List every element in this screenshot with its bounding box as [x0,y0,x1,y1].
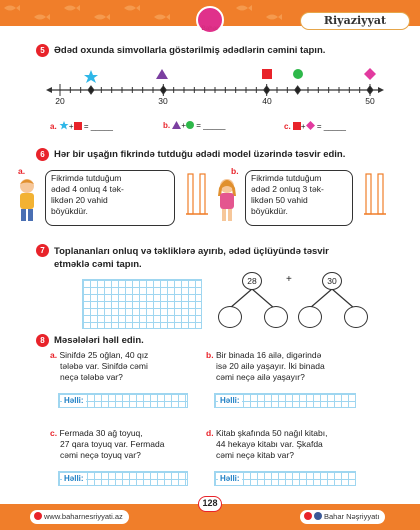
exercise-b: b. + = _____ [163,121,226,130]
axis-label-40: 40 [262,96,272,106]
youtube-icon [304,512,312,520]
solution-box-b[interactable]: Həlli: [214,393,356,408]
task-number-7: 7 [36,244,49,257]
number-bond-lines [214,268,394,338]
bond-top-right: 30 [322,272,342,290]
triangle-icon [172,121,181,129]
axis-label-50: 50 [365,96,375,106]
square-icon [293,122,301,130]
task-number-6: 6 [36,148,49,161]
exercise-letter: b. [163,121,171,130]
exercise-c: c. + = _____ [284,122,346,131]
boy-figure [14,176,40,224]
triangle-symbol [156,69,168,79]
part-a-letter: a. [18,166,26,176]
task-8-instruction: Məsələləri həll edin. [54,335,144,346]
website-link[interactable]: www.baharnesriyyati.az [30,510,129,524]
problem-a: a. Sinifdə 25 oğlan, 40 qız tələbə var. Sinifdə cəmi neçə tələbə var? [50,350,149,382]
task-6-instruction: Hər bir uşağın fikrində tutduğu ədədi model üzərində təsvir edin. [54,149,346,160]
solution-box-d[interactable]: Həlli: [214,471,356,486]
bond-part-4[interactable] [344,306,368,328]
task-7-instruction: Toplananları onluq və təkliklərə ayırıb, ədəd üçlüyündə təsvir etməklə cəmi tapın. [54,246,329,270]
star-symbol [84,70,98,83]
tens-ones-model-a [186,172,210,224]
diamond-icon [306,121,315,130]
page-number: 128 [198,496,222,512]
number-line-point [88,86,94,94]
solution-box-a[interactable]: Həlli: [58,393,188,408]
exercise-letter: a. [50,122,57,131]
bond-part-3[interactable] [298,306,322,328]
facebook-icon [314,512,322,520]
number-line-point [295,86,301,94]
square-icon [74,122,82,130]
star-icon [59,121,69,130]
axis-label-30: 30 [158,96,168,106]
globe-icon [34,512,42,520]
number-line-point [264,86,270,94]
part-b-letter: b. [231,166,239,176]
number-line-point [367,86,373,94]
problem-c: c. Fermada 30 ağ toyuq, 27 qara toyuq var. Fermada cəmi neçə toyuq var? [50,428,165,460]
task-5-instruction: Ədəd oxunda simvollarla göstərilmiş ədədlərin cəmini tapın. [54,45,326,56]
circle-icon [186,121,194,129]
logo-text: Bahar [201,26,219,32]
circle-symbol [293,69,303,79]
publisher-social[interactable]: Bahar Nəşriyyatı [300,510,385,524]
exercise-letter: c. [284,122,291,131]
work-grid[interactable] [82,279,202,329]
bond-top-left: 28 [242,272,262,290]
subject-tag: Riyaziyyat [300,12,410,30]
speech-bubble-a: Fikrimdə tutduğum ədəd 4 onluq 4 tək- likdən 20 vahid böyükdür. [45,170,175,226]
speech-bubble-b: Fikrimdə tutduğum ədəd 2 onluq 3 tək- likdən 50 vahid böyükdür. [245,170,353,226]
problem-b: b. Bir binada 16 ailə, digərində isə 20 ailə yaşayır. İki binada cəmi neçə ailə yaşayır? [206,350,325,382]
diamond-symbol [364,68,376,80]
axis-label-20: 20 [55,96,65,106]
problem-d: d. Kitab şkafında 50 nağıl kitabı, 44 hekayə kitabı var. Şkafda cəmi neçə kitab var? [206,428,328,460]
task-number-5: 5 [36,44,49,57]
tens-ones-model-b [364,172,388,224]
bond-part-2[interactable] [264,306,288,328]
girl-figure [214,176,240,224]
bond-part-1[interactable] [218,306,242,328]
task-number-8: 8 [36,334,49,347]
exercise-a: a. + = _____ [50,122,113,131]
number-line-point [160,86,166,94]
solution-box-c[interactable]: Həlli: [58,471,188,486]
plus-sign: + [286,274,292,285]
square-symbol [262,69,272,79]
